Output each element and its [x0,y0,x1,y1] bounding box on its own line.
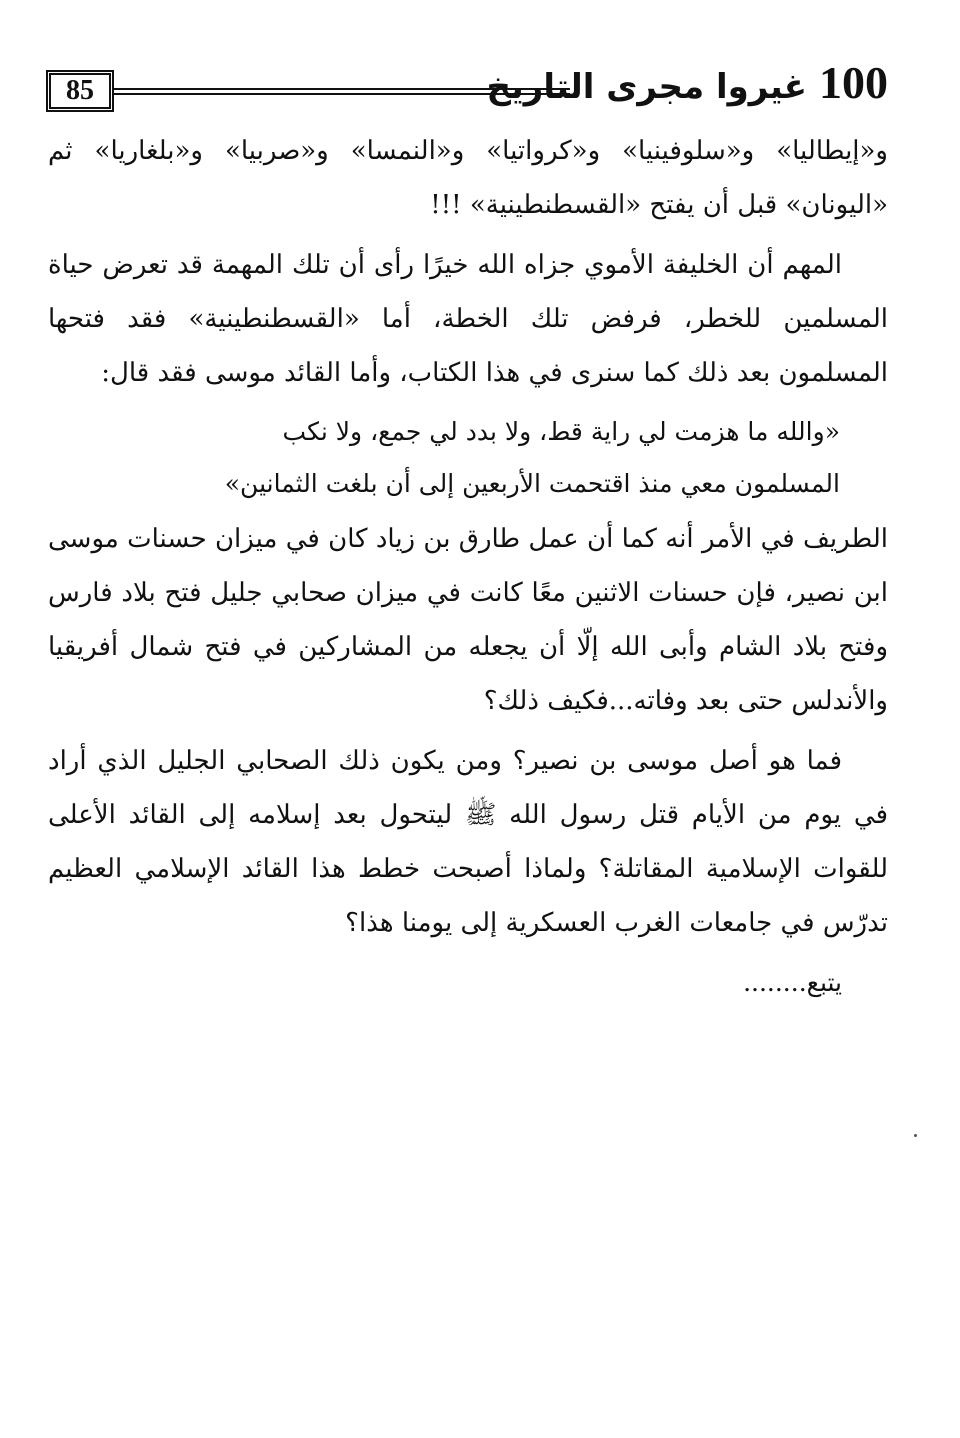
scan-speck [914,1134,917,1137]
page-body [48,124,888,1010]
page-header [46,56,888,120]
paragraph: فما هو أصل موسى بن نصير؟ ومن يكون ذلك الصحابي الجليل الذي أراد في يوم من الأيام قتل رسول الله ﷺ ليتحول بعد إسلامه إلى القائد الأعلى للقوات الإسلامية المقاتلة؟ ولماذا أصبحت خطط هذا القائد الإسلامي العظيم تدرّس في جامعات الغرب العسكرية إلى يومنا هذا؟ [48,746,888,938]
continued-marker: يتبع........ [743,968,842,997]
page-number: 85 [46,70,114,112]
paragraph: المهم أن الخليفة الأموي جزاه الله خيرًا رأى أن تلك المهمة قد تعرض حياة المسلمين للخطر، فرفض تلك الخطة، أما «القسطنطينية» فقد فتحها المسلمون بعد ذلك كما سنرى في هذا الكتاب، وأما القائد موسى فقد قال: [48,250,888,388]
book-title-number: 100 [819,57,888,108]
paragraph: و«إيطاليا» و«سلوفينيا» و«كرواتيا» و«النمسا» و«صربيا» و«بلغاريا» ثم «اليونان» قبل أن يفتح «القسطنطينية» !!! [48,136,888,220]
book-title-text: غيروا مجرى التاريخ [486,67,807,107]
quote-line: «والله ما هزمت لي راية قط، ولا بدد لي جمع، ولا نكب [282,417,840,446]
paragraph: الطريف في الأمر أنه كما أن عمل طارق بن زياد كان في ميزان حسنات موسى ابن نصير، فإن حسنات الاثنين معًا كانت في ميزان صحابي جليل فتح بلاد فارس وفتح بلاد الشام وأبى الله إلّا أن يجعله من المشاركين في فتح شمال أفريقيا والأندلس حتى بعد وفاته...فكيف ذلك؟ [48,524,888,716]
quote-block [48,406,840,510]
quote-line: المسلمون معي منذ اقتحمت الأربعين إلى أن بلغت الثمانين» [224,469,840,498]
book-title [487,56,889,109]
